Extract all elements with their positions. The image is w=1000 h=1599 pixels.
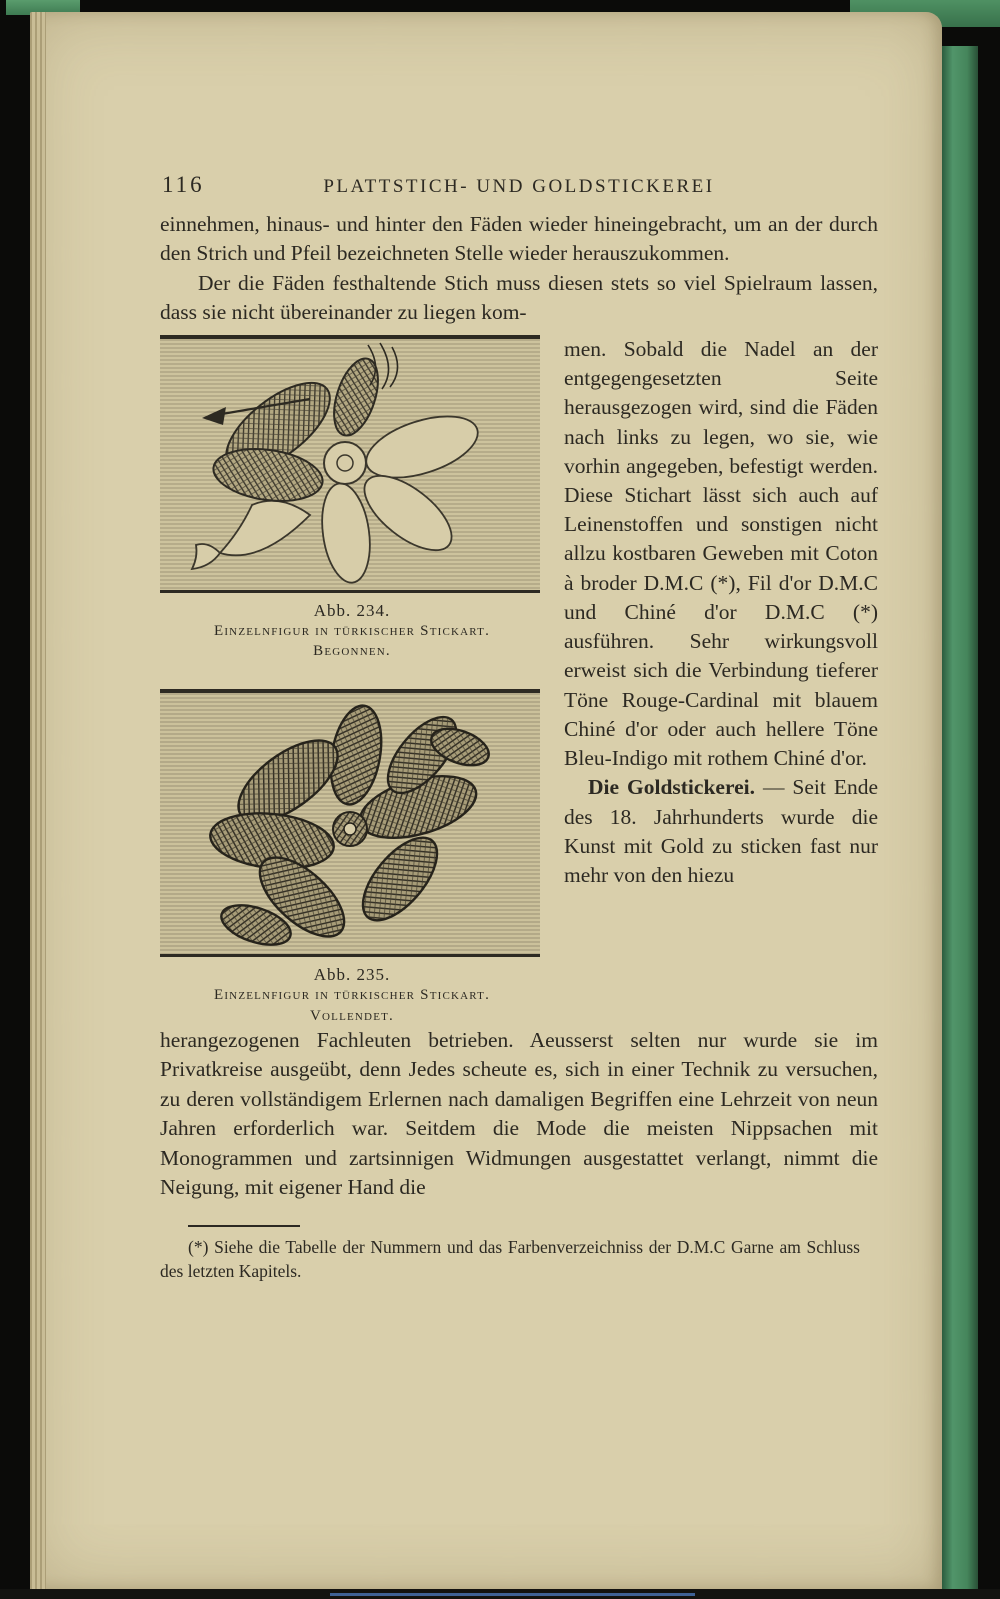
- paragraph-goldstickerei-continuation: herangezogenen Fachleuten betrieben. Aeusserst selten nur wurde sie im Privatkreise ausgeübt, denn Jedes scheute es, sich in einer Technik zu versuchen, zu deren vollständigem Erlernen nach damaligen Begriffen eine Lehrzeit von neun Jahren erforderlich war. Seitdem die Mode die meisten Nippsachen mit Monogrammen und zartsinnigen Widmungen ausgestattet verlangt, nimmt die Neigung, mit eigener Hand die: [160, 1027, 878, 1200]
- footnote-divider: [188, 1225, 300, 1227]
- figure-234-label: Abb. 234.: [313, 600, 391, 620]
- goldstickerei-paragraph: [564, 773, 878, 890]
- figure-234-caption-text: Einzelnfigur in türkischer Stickart.: [213, 622, 491, 639]
- bottom-blue-edge-line: [330, 1593, 695, 1596]
- figure-abb-235: [160, 689, 544, 1026]
- goldstickerei-text: — Seit Ende des 18. Jahrhunderts wurde die Kunst mit Gold zu sticken fast nur mehr von den hiezu: [564, 775, 878, 888]
- goldstickerei-heading: Die Goldstickerei.: [588, 775, 755, 800]
- figure-235-caption: [160, 965, 544, 1026]
- running-title: PLATTSTICH- UND GOLDSTICKEREI: [323, 176, 715, 197]
- embroidery-completed-illustration: [160, 689, 544, 957]
- embroidery-begun-illustration: [160, 335, 544, 593]
- figure-abb-234: [160, 335, 544, 662]
- column-paragraph: men. Sobald die Nadel an der entgegengesetzten Seite herausgezogen wird, sind die Fäden nach links zu legen, wo sie, wie vorhin angegeben, befestigt werden. Diese Stichart lässt sich auch auf Leinenstoffen und sonstigen nicht allzu kostbaren Geweben mit Coton à broder D.M.C (*), Fil d'or D.M.C und Chiné d'or D.M.C (*) ausführen. Sehr wirkungsvoll erweist sich die Verbindung tieferer Töne Rouge-Cardinal mit blauem Chiné d'or oder auch hellere Töne Bleu-Indigo mit rothem Chiné d'or.: [564, 336, 878, 771]
- paragraph-spielraum: Der die Fäden festhaltende Stich muss diesen stets so viel Spielraum lassen, dass sie nicht übereinander zu liegen kom-: [160, 270, 878, 325]
- figure-235-label: Abb. 235.: [313, 965, 391, 985]
- page-number: 116: [162, 172, 205, 197]
- figure-column: [160, 335, 544, 1026]
- two-column-section: [160, 335, 878, 1026]
- page-paper: [30, 12, 942, 1589]
- book-cover-edge-right: [942, 46, 978, 1599]
- figure-235-state: Vollendet.: [309, 1007, 394, 1024]
- text-column: [564, 335, 878, 1026]
- paragraph-continuation: einnehmen, hinaus- und hinter den Fäden wieder hineingebracht, um an der durch den Strich und Pfeil bezeichneten Stelle wieder herauszukommen.: [160, 212, 878, 266]
- running-header: [160, 170, 878, 210]
- footnote-text: (*) Siehe die Tabelle der Nummern und das Farbenverzeichniss der D.M.C Garne am Schluss des letzten Kapitels.: [160, 1236, 860, 1281]
- page-stack-edge: [30, 12, 46, 1589]
- figure-234-caption: [160, 601, 544, 662]
- page-content: [160, 170, 878, 1283]
- figure-235-caption-text: Einzelnfigur in türkischer Stickart.: [213, 987, 491, 1004]
- figure-234-state: Begonnen.: [313, 643, 391, 660]
